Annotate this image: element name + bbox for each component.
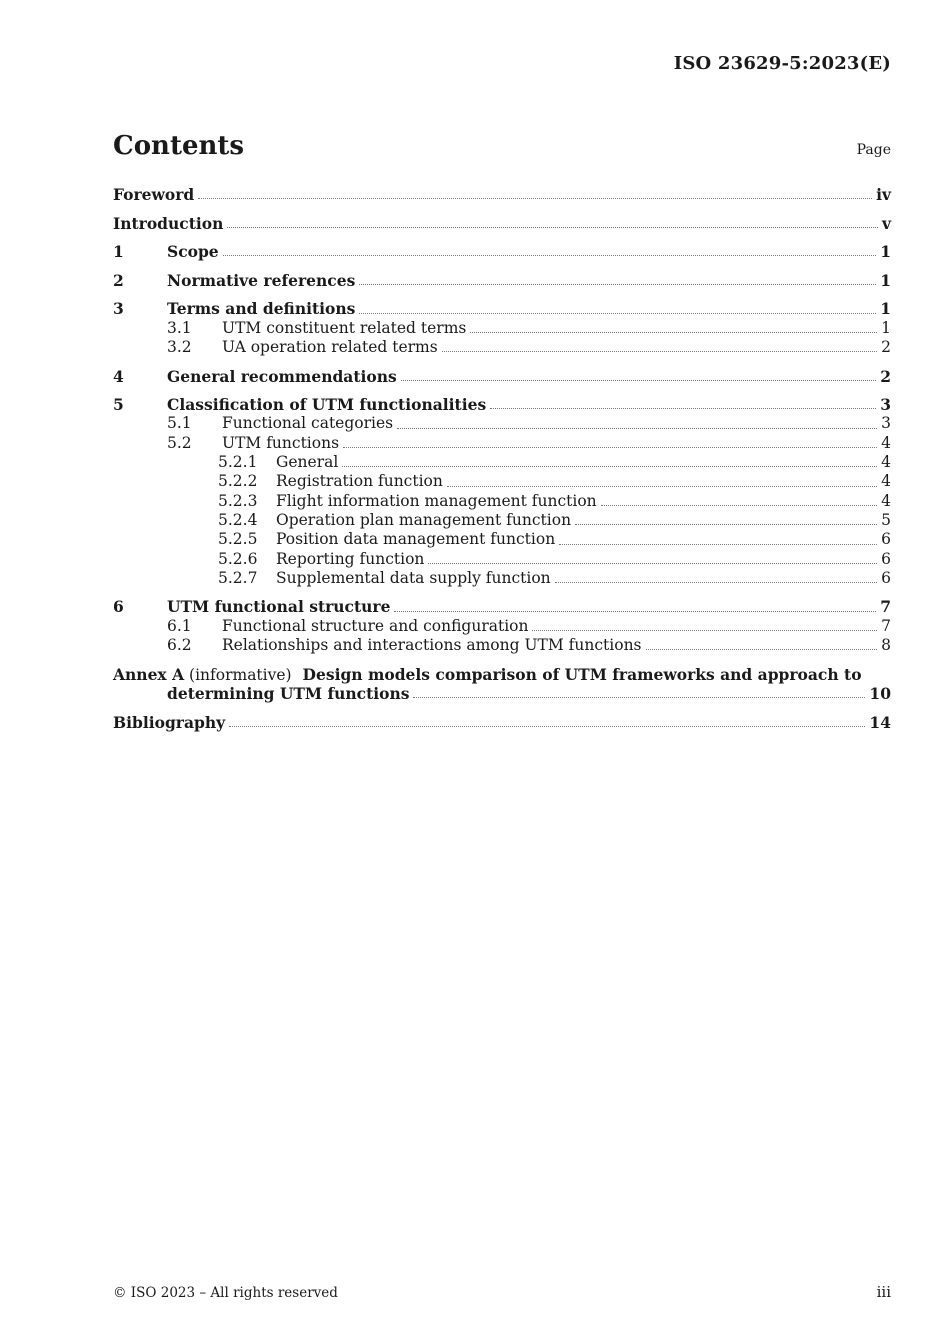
dot-leader bbox=[447, 485, 877, 487]
table-of-contents bbox=[113, 185, 891, 732]
toc-entry-page-number: 1 bbox=[880, 299, 891, 319]
page-number: iii bbox=[876, 1283, 891, 1301]
toc-entry[interactable] bbox=[113, 617, 891, 636]
toc-entry-page-number: 6 bbox=[881, 549, 891, 568]
toc-entry-page-number: 5 bbox=[881, 510, 891, 529]
toc-entry-title: UTM constituent related terms bbox=[222, 318, 467, 337]
toc-entry-number: 2 bbox=[113, 270, 124, 290]
dot-leader bbox=[555, 581, 877, 583]
toc-entry[interactable] bbox=[113, 511, 891, 530]
dot-leader bbox=[359, 312, 876, 314]
toc-entry-number: 5.2.3 bbox=[218, 491, 258, 510]
dot-leader bbox=[575, 523, 877, 525]
toc-entry-number: 3 bbox=[113, 299, 124, 319]
toc-entry-title: Introduction bbox=[113, 213, 224, 233]
toc-entry-number: 3.1 bbox=[167, 318, 192, 337]
toc-entry-number: 3.2 bbox=[167, 337, 192, 356]
toc-entry-number: 5.2 bbox=[167, 433, 192, 452]
toc-entry-page-number: 3 bbox=[881, 414, 891, 433]
dot-leader bbox=[428, 562, 877, 564]
dot-leader bbox=[223, 254, 877, 256]
dot-leader bbox=[532, 629, 877, 631]
annex-label: Annex A bbox=[113, 664, 185, 684]
toc-entry-page-number: 7 bbox=[880, 597, 891, 617]
dot-leader bbox=[470, 331, 877, 333]
toc-entry-number: 6 bbox=[113, 597, 124, 617]
toc-entry-page-number: 7 bbox=[881, 616, 891, 635]
dot-leader bbox=[359, 283, 876, 285]
toc-entry[interactable] bbox=[113, 214, 891, 233]
toc-entry-page-number: iv bbox=[876, 185, 891, 204]
toc-entry[interactable] bbox=[113, 414, 891, 433]
dot-leader bbox=[401, 379, 876, 381]
toc-entry-number: 5.2.4 bbox=[218, 510, 258, 529]
toc-entry[interactable] bbox=[113, 434, 891, 453]
page-column-label: Page bbox=[856, 142, 891, 158]
toc-entry-page-number: 4 bbox=[881, 472, 891, 491]
toc-entry-page-number: 2 bbox=[881, 337, 891, 356]
toc-entry-title: UTM functions bbox=[222, 433, 340, 452]
toc-entry-page-number: 1 bbox=[881, 318, 891, 337]
toc-entry-title: Normative references bbox=[167, 270, 356, 290]
toc-entry[interactable] bbox=[113, 319, 891, 338]
toc-entry-page-number: 1 bbox=[880, 242, 891, 262]
dot-leader bbox=[198, 197, 872, 199]
toc-entry-number: 4 bbox=[113, 366, 124, 386]
bibliography-page-number: 14 bbox=[869, 712, 891, 732]
toc-entry-page-number: 4 bbox=[881, 453, 891, 472]
toc-entry-page-number: 8 bbox=[881, 636, 891, 655]
bibliography-title: Bibliography bbox=[113, 712, 226, 732]
toc-entry-page-number: 4 bbox=[881, 433, 891, 452]
toc-entry-title: Supplemental data supply function bbox=[276, 568, 551, 587]
toc-entry[interactable] bbox=[113, 569, 891, 588]
annex-title-line1: Design models comparison of UTM frameworks and approach to bbox=[302, 664, 862, 684]
toc-entry-title: Flight information management function bbox=[276, 491, 597, 510]
toc-entry-page-number: 4 bbox=[881, 491, 891, 510]
toc-entry-number: 5.2.5 bbox=[218, 530, 258, 549]
toc-entry[interactable] bbox=[113, 299, 891, 318]
toc-entries bbox=[113, 185, 891, 655]
toc-entry-page-number: 2 bbox=[880, 366, 891, 386]
dot-leader bbox=[646, 648, 878, 650]
toc-entry-number: 5.2.7 bbox=[218, 568, 258, 587]
toc-entry[interactable] bbox=[113, 367, 891, 386]
toc-entry[interactable] bbox=[113, 597, 891, 616]
contents-title: Contents bbox=[113, 131, 245, 161]
toc-entry-number: 6.2 bbox=[167, 636, 192, 655]
toc-entry-title: Operation plan management function bbox=[276, 510, 572, 529]
toc-entry-title: UA operation related terms bbox=[222, 337, 438, 356]
toc-entry-page-number: 6 bbox=[881, 530, 891, 549]
toc-entry-page-number: 1 bbox=[880, 270, 891, 290]
toc-entry-title: General recommendations bbox=[167, 366, 397, 386]
dot-leader bbox=[342, 465, 877, 467]
toc-entry-title: General bbox=[276, 453, 339, 472]
toc-entry-title: Relationships and interactions among UTM functions bbox=[222, 636, 642, 655]
toc-entry-page-number: 3 bbox=[880, 395, 891, 415]
toc-entry-title: Functional structure and configuration bbox=[222, 616, 529, 635]
dot-leader bbox=[490, 407, 876, 409]
toc-entry-number: 1 bbox=[113, 242, 124, 262]
toc-entry-bibliography[interactable] bbox=[113, 713, 891, 732]
annex-page-number: 10 bbox=[869, 683, 891, 703]
dot-leader bbox=[227, 226, 878, 228]
toc-entry[interactable] bbox=[113, 550, 891, 569]
dot-leader bbox=[397, 427, 877, 429]
toc-entry-title: Registration function bbox=[276, 472, 443, 491]
toc-entry-page-number: v bbox=[881, 213, 891, 233]
dot-leader bbox=[394, 610, 876, 612]
dot-leader bbox=[413, 696, 865, 698]
dot-leader bbox=[343, 446, 877, 448]
toc-entry-title: Classification of UTM functionalities bbox=[167, 395, 487, 415]
dot-leader bbox=[442, 350, 877, 352]
toc-entry-title: Scope bbox=[167, 242, 219, 262]
toc-entry[interactable] bbox=[113, 242, 891, 261]
toc-entry[interactable] bbox=[113, 338, 891, 357]
annex-title-line2: determining UTM functions bbox=[167, 683, 410, 703]
document-id: ISO 23629-5:2023(E) bbox=[673, 53, 891, 74]
toc-entry-title: Terms and definitions bbox=[167, 299, 356, 319]
toc-entry-title: Reporting function bbox=[276, 549, 425, 568]
toc-entry-number: 6.1 bbox=[167, 616, 192, 635]
toc-entry-number: 5 bbox=[113, 395, 124, 415]
toc-entry-title: Position data management function bbox=[276, 530, 556, 549]
toc-entry-title: UTM functional structure bbox=[167, 597, 391, 617]
toc-entry-page-number: 6 bbox=[881, 568, 891, 587]
toc-entry[interactable] bbox=[113, 453, 891, 472]
toc-entry-title: Foreword bbox=[113, 185, 195, 204]
toc-entry-number: 5.2.6 bbox=[218, 549, 258, 568]
dot-leader bbox=[229, 725, 865, 727]
toc-entry[interactable] bbox=[113, 492, 891, 511]
toc-entry-number: 5.2.2 bbox=[218, 472, 258, 491]
toc-entry[interactable] bbox=[113, 271, 891, 290]
toc-entry[interactable] bbox=[113, 472, 891, 491]
copyright-notice: © ISO 2023 – All rights reserved bbox=[113, 1285, 338, 1301]
toc-entry[interactable] bbox=[113, 636, 891, 655]
dot-leader bbox=[601, 504, 877, 506]
toc-entry[interactable] bbox=[113, 185, 891, 204]
toc-entry-title: Functional categories bbox=[222, 414, 394, 433]
dot-leader bbox=[559, 543, 877, 545]
toc-entry[interactable] bbox=[113, 395, 891, 414]
toc-entry-annex-a[interactable] bbox=[113, 665, 891, 704]
annex-type: (informative) bbox=[189, 665, 292, 684]
toc-entry-number: 5.1 bbox=[167, 414, 192, 433]
toc-entry[interactable] bbox=[113, 530, 891, 549]
toc-entry-number: 5.2.1 bbox=[218, 453, 258, 472]
